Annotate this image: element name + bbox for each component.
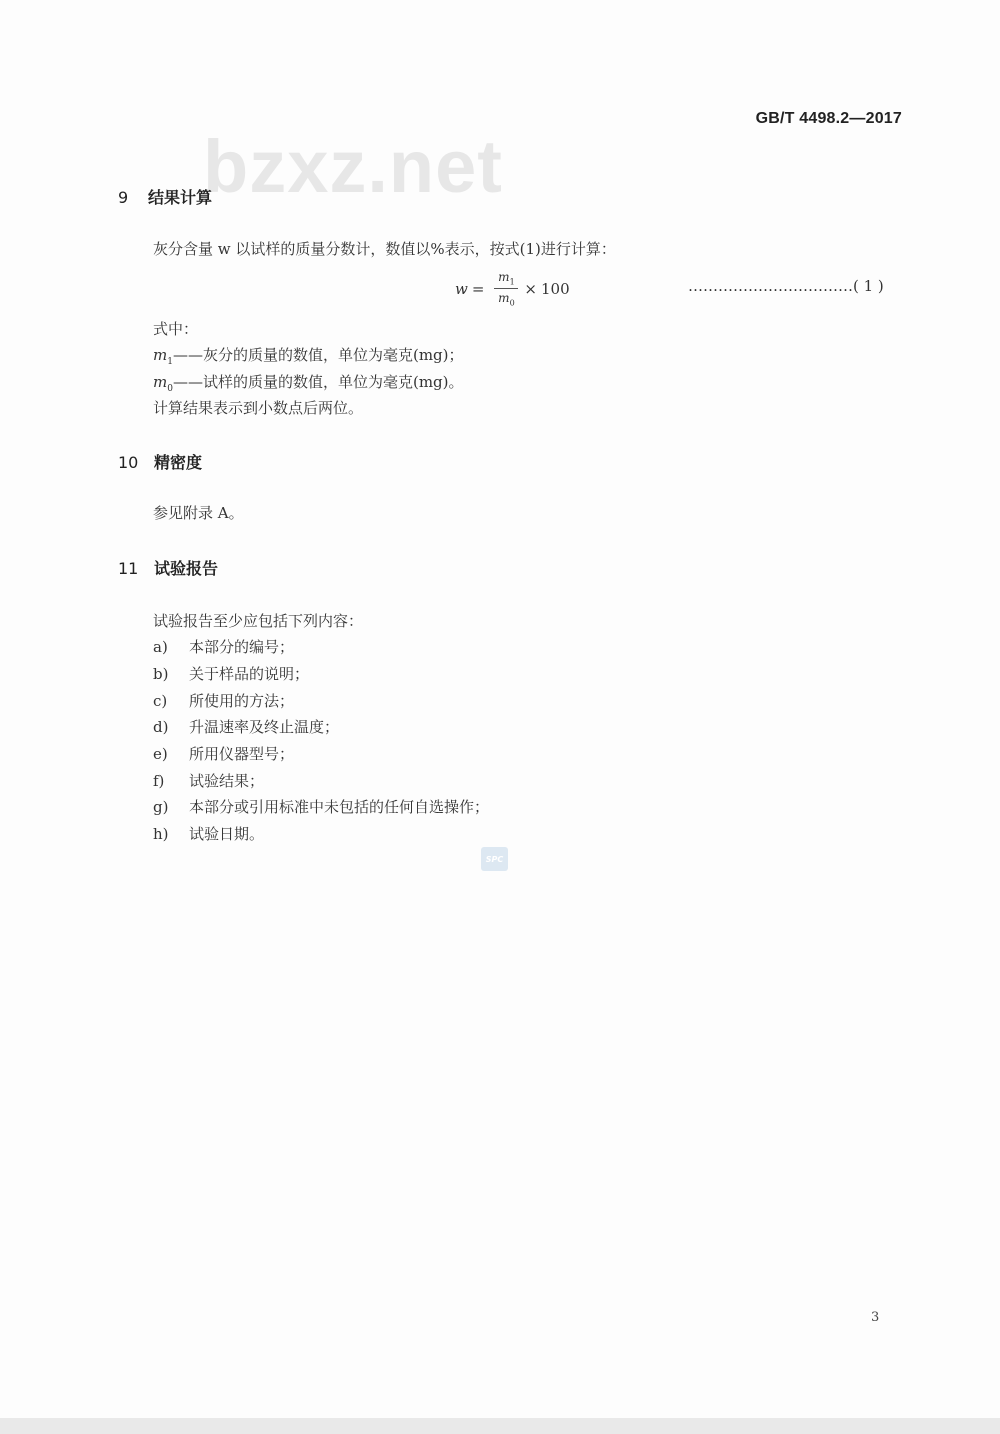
list-item: a) 本部分的编号；	[153, 638, 295, 656]
list-item: b) 关于样品的说明；	[153, 665, 310, 683]
list-item: e) 所用仪器型号；	[153, 745, 295, 763]
list-item: g) 本部分或引用标准中未包括的任何自选操作；	[153, 798, 490, 816]
formula-1	[455, 270, 570, 308]
fraction-bar	[494, 288, 518, 289]
page-number: 3	[871, 1310, 880, 1325]
equation-number: ……………………………( 1 )	[688, 277, 884, 295]
section-10-text: 参见附录 A。	[153, 504, 244, 522]
formula-fraction	[494, 270, 518, 308]
section-10-heading	[118, 450, 202, 473]
section-number: 10	[118, 453, 139, 472]
section-11-heading	[118, 556, 218, 579]
section-title: 试验报告	[154, 559, 219, 578]
formula-lhs: w	[455, 279, 468, 298]
denominator-var: m	[498, 291, 510, 306]
section-title: 结果计算	[148, 188, 213, 207]
list-item: d) 升温速率及终止温度；	[153, 718, 340, 736]
definition-text: ——试样的质量的数值，单位为毫克(mg)。	[172, 373, 464, 391]
section-9-heading	[118, 185, 212, 208]
formula-times: ×	[524, 279, 537, 298]
section-9-intro: 灰分含量 w 以试样的质量分数计，数值以%表示，按式(1)进行计算：	[153, 240, 616, 258]
section-number: 9	[118, 188, 129, 207]
where-label: 式中：	[153, 320, 199, 338]
definition-m1	[153, 344, 464, 367]
list-item: h) 试验日期。	[153, 825, 265, 843]
section-title: 精密度	[154, 453, 203, 472]
list-item: c) 所使用的方法；	[153, 692, 295, 710]
spc-logo: SPC	[481, 847, 508, 871]
formula-factor: 100	[541, 279, 570, 298]
bottom-divider	[0, 1418, 1000, 1434]
standard-number: GB/T 4498.2—2017	[755, 110, 902, 127]
definition-sub: 1	[167, 357, 173, 367]
numerator-sub: 1	[509, 277, 515, 287]
section-number: 11	[118, 559, 139, 578]
list-item: f) 试验结果；	[153, 772, 265, 790]
rounding-note: 计算结果表示到小数点后两位。	[153, 399, 364, 417]
formula-equals: =	[471, 279, 485, 298]
section-11-intro: 试验报告至少应包括下列内容：	[153, 612, 364, 630]
definition-var: m	[153, 346, 168, 364]
definition-m0	[153, 371, 464, 394]
watermark: bzxz.net	[203, 125, 503, 208]
definition-var: m	[153, 373, 168, 391]
definition-text: ——灰分的质量的数值，单位为毫克(mg)；	[172, 346, 464, 364]
definition-sub: 0	[167, 384, 173, 394]
numerator-var: m	[498, 270, 510, 284]
denominator-sub: 0	[509, 298, 515, 308]
